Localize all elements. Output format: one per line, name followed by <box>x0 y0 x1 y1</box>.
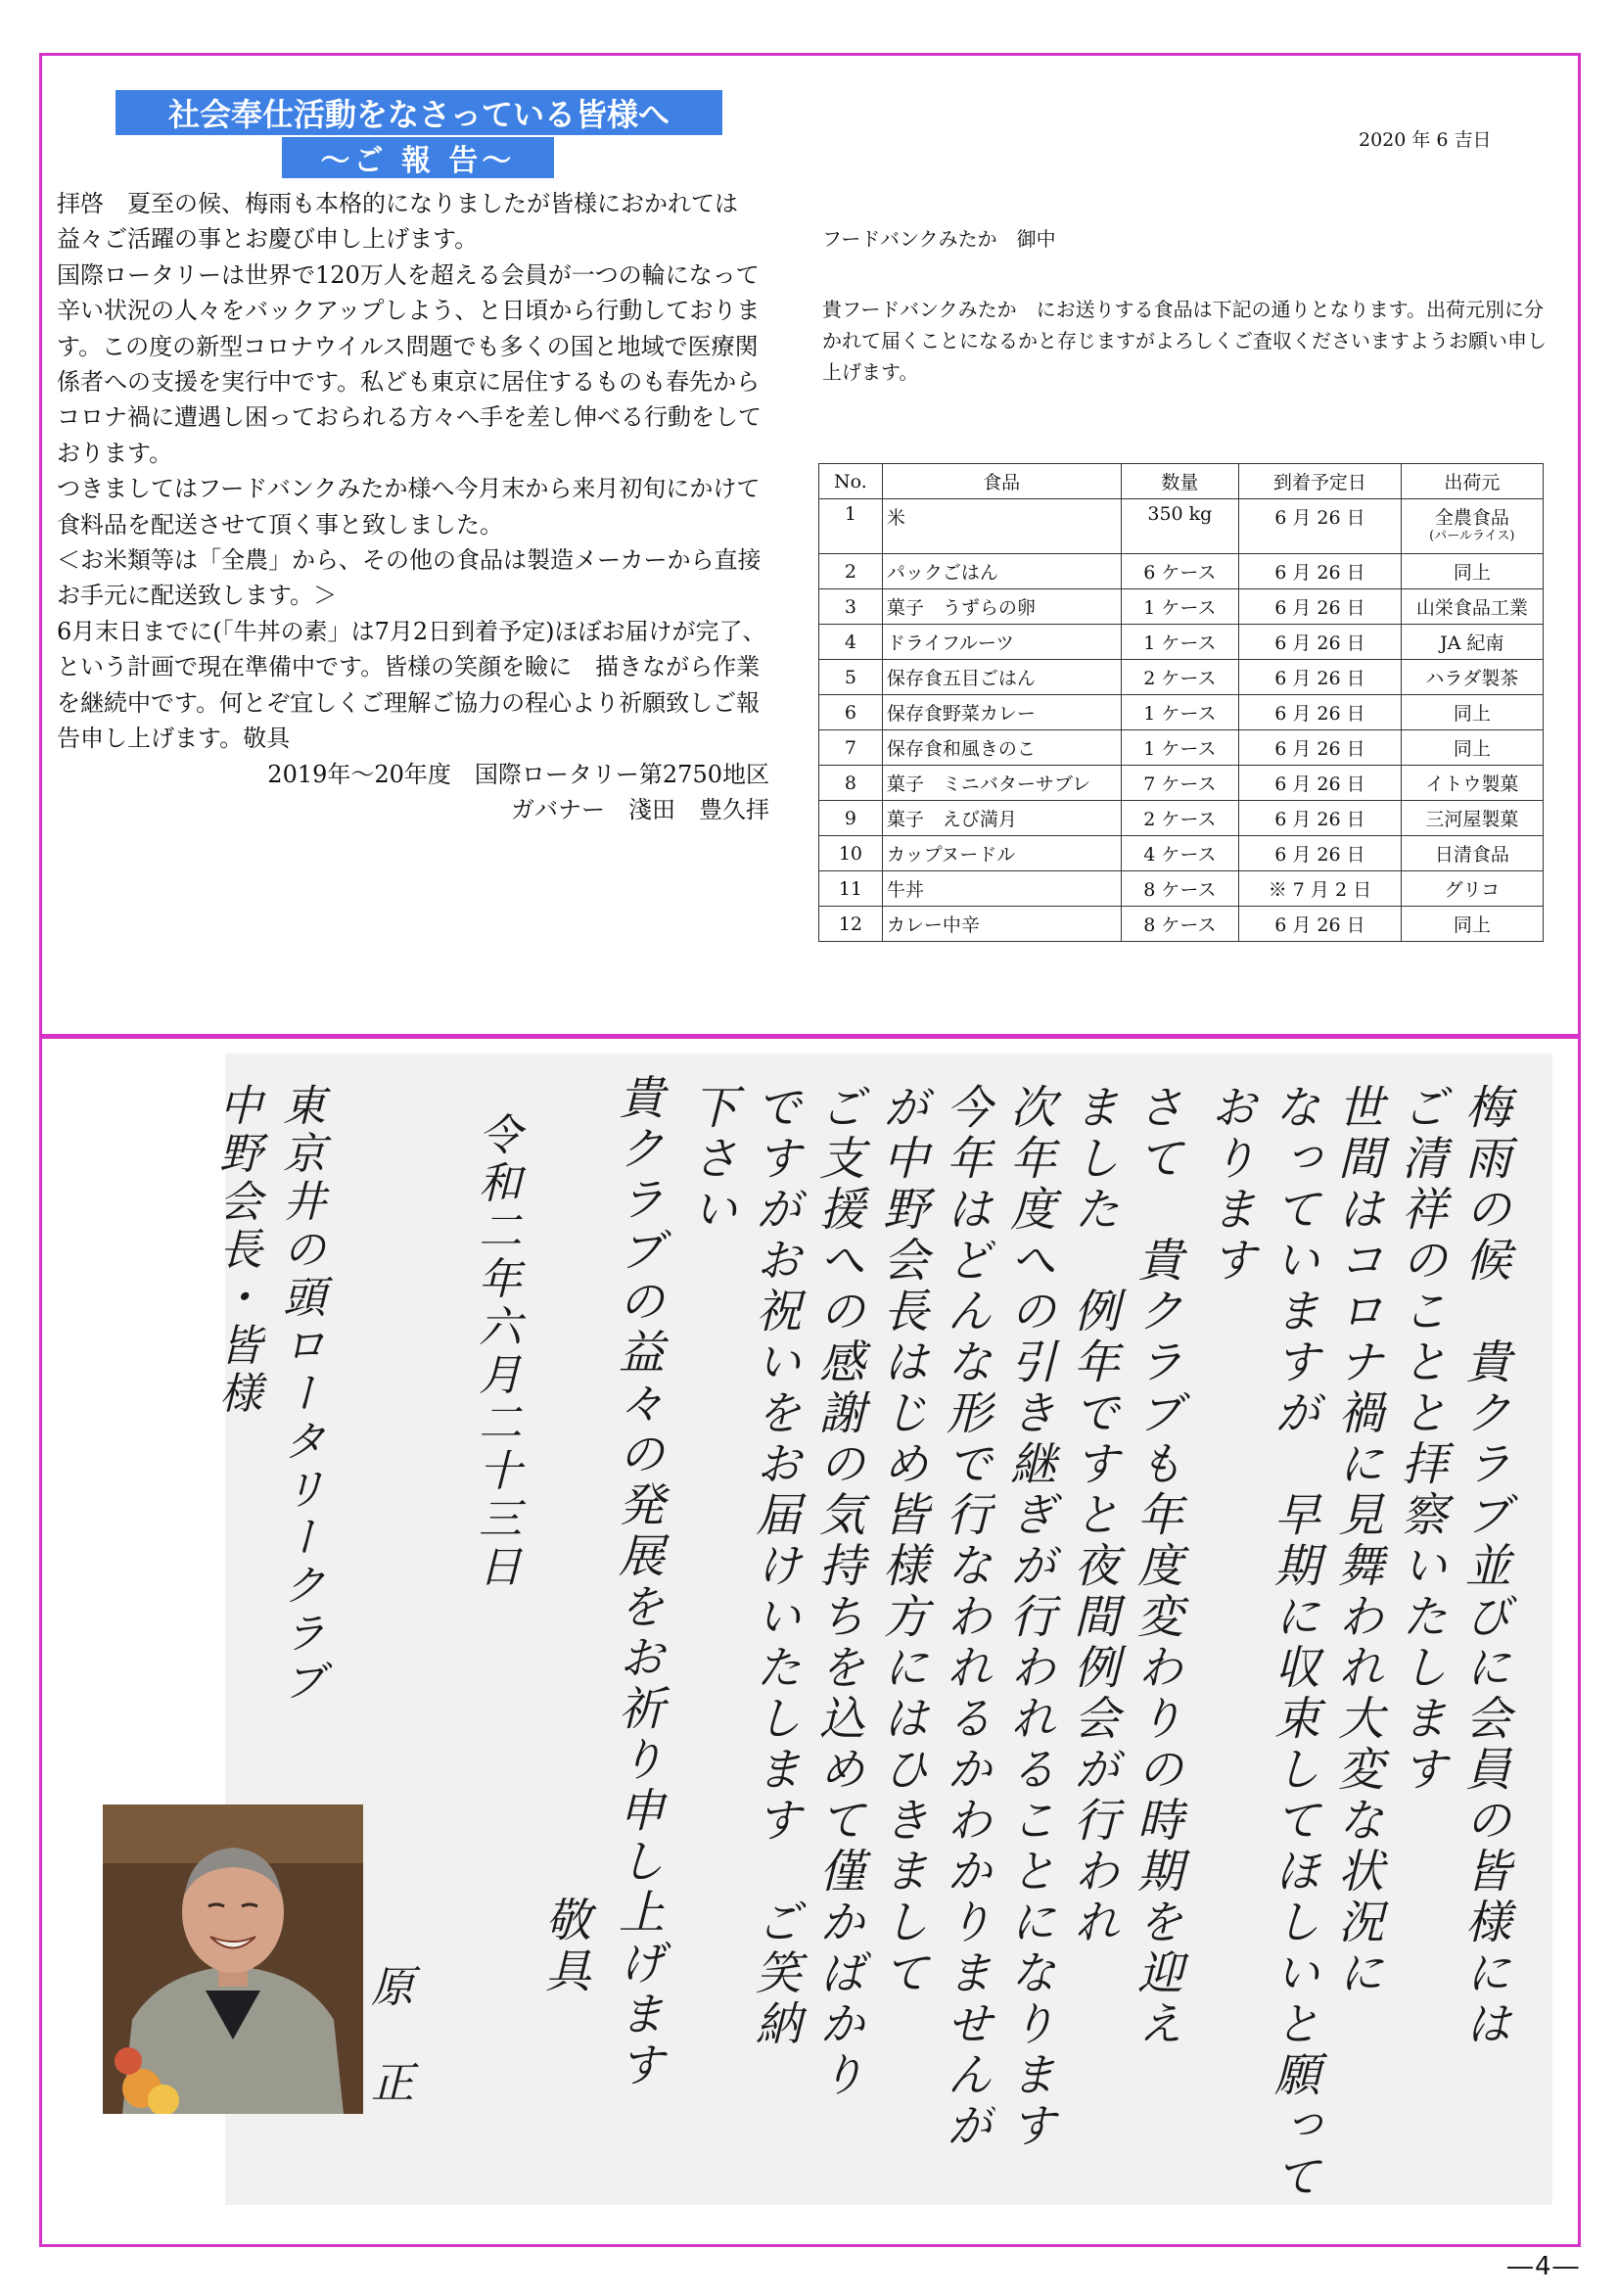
cell-quantity <box>1121 801 1239 836</box>
cell-food-text: 菓子 えび満月 <box>886 809 1017 830</box>
cell-quantity-text: 2 ケース <box>1143 809 1217 830</box>
table-row <box>819 554 1544 589</box>
notice-intro: 貴フードバンクみたか にお送りする食品は下記の通りとなります。出荷元別に分かれて届くことになるかと存じますがよろしくご査収くださいますようお願い申し上げます。 <box>822 298 1547 384</box>
cell-no-text: 12 <box>838 913 862 935</box>
handwritten-line: 敬具 <box>537 1896 591 1997</box>
cell-quantity <box>1121 907 1239 942</box>
cell-no <box>819 766 883 801</box>
cell-arrival-date-text: 6 月 26 日 <box>1274 914 1365 936</box>
cell-source-text: 三河屋製菓 <box>1425 809 1519 830</box>
cell-source-note: (パールライス) <box>1429 529 1515 543</box>
handwritten-line: 今年はどんな形で行なわれるかわかりませんが <box>939 1083 993 2152</box>
cell-no-text: 3 <box>844 595 856 618</box>
cell-food-text: 米 <box>886 507 905 529</box>
cell-arrival-date <box>1239 766 1401 801</box>
column-header: 出荷元 <box>1401 464 1543 499</box>
cell-arrival-date-text: 6 月 26 日 <box>1274 844 1365 866</box>
cell-food <box>882 730 1121 766</box>
cell-food <box>882 907 1121 942</box>
cell-source <box>1401 499 1543 554</box>
cell-arrival-date <box>1239 554 1401 589</box>
cell-source-text: 同上 <box>1453 703 1491 725</box>
cell-no <box>819 499 883 554</box>
cell-food-text: パックごはん <box>886 562 998 584</box>
cell-source <box>1401 589 1543 625</box>
handwritten-line: さて 貴クラブも年度変わりの時期を迎え <box>1130 1083 1183 2050</box>
cell-food-text: 菓子 ミニバターサブレ <box>886 773 1091 795</box>
cell-arrival-date <box>1239 907 1401 942</box>
cell-quantity-text: 7 ケース <box>1143 773 1217 795</box>
cell-quantity-text: 350 kg <box>1147 503 1213 525</box>
column-header: No. <box>819 464 883 499</box>
cell-no-text: 4 <box>844 631 856 653</box>
page-subtitle: ～ご 報 告～ <box>282 137 554 178</box>
cell-no <box>819 801 883 836</box>
cell-quantity <box>1121 554 1239 589</box>
cell-no <box>819 625 883 660</box>
cell-arrival-date <box>1239 730 1401 766</box>
cell-food <box>882 695 1121 730</box>
cell-arrival-date-text: 6 月 26 日 <box>1274 703 1365 725</box>
cell-arrival-date <box>1239 801 1401 836</box>
cell-arrival-date <box>1239 695 1401 730</box>
cell-arrival-date <box>1239 589 1401 625</box>
page-number: ―4― <box>1507 2252 1581 2281</box>
cell-source-text: 日清食品 <box>1434 844 1509 866</box>
cell-quantity-text: 1 ケース <box>1143 738 1217 760</box>
column-header: 到着予定日 <box>1239 464 1401 499</box>
cell-arrival-date-text: 6 月 26 日 <box>1274 597 1365 619</box>
portrait-illustration <box>103 1804 363 2114</box>
cell-arrival-date-text: 6 月 26 日 <box>1274 773 1365 795</box>
cell-source-text: JA 紀南 <box>1440 633 1504 654</box>
cell-quantity-text: 8 ケース <box>1143 914 1217 936</box>
cell-arrival-date <box>1239 660 1401 695</box>
handwritten-line: 令和二年六月二十三日 <box>471 1112 521 1592</box>
cell-food <box>882 836 1121 871</box>
table-row <box>819 836 1544 871</box>
cell-food <box>882 625 1121 660</box>
cell-arrival-date-text: 6 月 26 日 <box>1274 668 1365 689</box>
cell-food <box>882 871 1121 907</box>
cell-source <box>1401 660 1543 695</box>
cell-food-text: 保存食五目ごはん <box>886 668 1036 689</box>
table-body <box>819 499 1544 942</box>
cell-source-text: 同上 <box>1453 738 1491 760</box>
handwritten-line: 梅雨の候 貴クラブ並びに会員の皆様には <box>1457 1083 1511 2050</box>
cell-no <box>819 589 883 625</box>
cell-no-text: 1 <box>844 503 856 525</box>
cell-source-text: グリコ <box>1444 879 1501 901</box>
table-row <box>819 907 1544 942</box>
table-row <box>819 660 1544 695</box>
cell-quantity-text: 8 ケース <box>1143 879 1217 901</box>
cell-arrival-date-text: 6 月 26 日 <box>1274 507 1365 529</box>
cell-source <box>1401 907 1543 942</box>
handwritten-line: 下さい <box>684 1083 738 1236</box>
table-row <box>819 871 1544 907</box>
report-letter <box>57 186 775 827</box>
table-row <box>819 766 1544 801</box>
cell-food-text: カップヌードル <box>886 844 1016 866</box>
handwritten-line: 貴クラブの益々の発展をお祈り申し上げます <box>611 1073 665 2091</box>
handwritten-line: ご支援への感謝の気持ちを込めて僅かばかり <box>811 1083 865 2101</box>
cell-food <box>882 554 1121 589</box>
cell-no-text: 11 <box>838 877 862 900</box>
cell-food-text: 保存食和風きのこ <box>886 738 1036 760</box>
cell-arrival-date-text: ※ 7 月 2 日 <box>1268 879 1372 901</box>
table-row <box>819 499 1544 554</box>
cell-food-text: 保存食野菜カレー <box>886 703 1036 725</box>
cell-food <box>882 766 1121 801</box>
cell-arrival-date <box>1239 625 1401 660</box>
letter-paragraph: 拝啓 夏至の候、梅雨も本格的になりましたが皆様におかれては益々ご活躍の事とお慶び申し上げます。 <box>57 190 738 254</box>
cell-quantity-text: 1 ケース <box>1143 703 1217 725</box>
cell-source <box>1401 801 1543 836</box>
column-header: 数量 <box>1121 464 1239 499</box>
cell-source <box>1401 871 1543 907</box>
cell-food-text: 牛丼 <box>886 879 924 901</box>
cell-source-text: 同上 <box>1453 914 1491 936</box>
handwritten-line: 東京井の頭ロータリークラブ <box>275 1083 325 1707</box>
cell-no <box>819 730 883 766</box>
cell-no <box>819 660 883 695</box>
cell-arrival-date <box>1239 499 1401 554</box>
cell-quantity <box>1121 836 1239 871</box>
table-row <box>819 695 1544 730</box>
cell-quantity <box>1121 871 1239 907</box>
letter-signature-org: 2019年～20年度 国際ロータリー第2750地区 <box>267 760 769 788</box>
notice-addressee: フードバンクみたか 御中 <box>822 227 1056 251</box>
notice-date: 2020 年 6 吉日 <box>1359 129 1492 151</box>
cell-food <box>882 499 1121 554</box>
table-row <box>819 589 1544 625</box>
page-title: 社会奉仕活動をなさっている皆様へ <box>116 90 722 135</box>
handwritten-line: 世間はコロナ禍に見舞われ大変な状況に <box>1330 1083 1384 1999</box>
cell-food-text: 菓子 うずらの卵 <box>886 597 1036 619</box>
handwritten-letter <box>211 1054 1552 2205</box>
cell-food-text: カレー中辛 <box>886 914 980 936</box>
table-row <box>819 730 1544 766</box>
handwritten-line: おります <box>1203 1083 1257 1287</box>
table-header-row <box>819 464 1544 499</box>
letter-paragraph: つきましてはフードバンクみたか様へ今月末から来月初旬にかけて食料品を配送させて頂く事と致しました。 <box>57 475 761 539</box>
cell-source <box>1401 695 1543 730</box>
handwritten-line: ご清祥のことと拝察いたします <box>1394 1083 1448 1796</box>
cell-arrival-date-text: 6 月 26 日 <box>1274 738 1365 760</box>
cell-no <box>819 554 883 589</box>
cell-arrival-date-text: 6 月 26 日 <box>1274 633 1365 654</box>
cell-arrival-date <box>1239 836 1401 871</box>
handwritten-line: が中野会長はじめ皆様方にはひきまして <box>875 1083 929 1999</box>
cell-food <box>882 660 1121 695</box>
cell-no-text: 6 <box>844 701 856 724</box>
shipping-table <box>818 463 1544 942</box>
cell-source-text: 同上 <box>1453 562 1491 584</box>
handwritten-line: ですがお祝いをお届けいたします ご笑納 <box>748 1083 802 2050</box>
cell-quantity <box>1121 625 1239 660</box>
cell-quantity-text: 4 ケース <box>1143 844 1217 866</box>
cell-food-text: ドライフルーツ <box>886 633 1015 654</box>
handwritten-line: 中野会長・皆様 <box>211 1083 261 1419</box>
cell-quantity-text: 2 ケース <box>1143 668 1217 689</box>
cell-food <box>882 801 1121 836</box>
cell-quantity <box>1121 589 1239 625</box>
cell-arrival-date-text: 6 月 26 日 <box>1274 809 1365 830</box>
cell-quantity <box>1121 730 1239 766</box>
letter-paragraph: ＜お米類等は「全農」から、その他の食品は製造メーカーから直接お手元に配送致します。＞ <box>57 546 762 610</box>
cell-no-text: 10 <box>838 842 862 865</box>
cell-no <box>819 871 883 907</box>
cell-no-text: 9 <box>844 807 856 829</box>
letter-signature-name: ガバナー 淺田 豊久拝 <box>511 795 769 823</box>
cell-no-text: 5 <box>844 666 856 688</box>
cell-quantity-text: 1 ケース <box>1143 597 1217 619</box>
column-header: 食品 <box>882 464 1121 499</box>
letter-paragraph: 6月末日までに(「牛丼の素」は7月2日到着予定)ほぼお届けが完了、という計画で現在準備中です。皆様の笑顔を瞼に 描きながら作業を継続中です。何とぞ宜しくご理解ご協力の程心より祈願致しご報告申し上げます。敬具 <box>57 617 766 753</box>
cell-source-text: 山栄食品工業 <box>1415 597 1528 619</box>
cell-no-text: 8 <box>844 772 856 794</box>
cell-quantity-text: 1 ケース <box>1143 633 1217 654</box>
cell-quantity-text: 6 ケース <box>1143 562 1217 584</box>
cell-source-text: 全農食品 <box>1434 507 1509 529</box>
cell-no <box>819 836 883 871</box>
handwritten-line: なっていますが 早期に収束してほしいと願って <box>1267 1083 1320 2203</box>
cell-arrival-date-text: 6 月 26 日 <box>1274 562 1365 584</box>
table-row <box>819 801 1544 836</box>
cell-source <box>1401 766 1543 801</box>
cell-no-text: 7 <box>844 736 856 759</box>
handwritten-line: 原 正 <box>363 1964 413 2108</box>
cell-quantity <box>1121 660 1239 695</box>
letter-paragraph: 国際ロータリーは世界で120万人を超える会員が一つの輪になって辛い状況の人々をバックアップしよう、と日頃から行動しております。この度の新型コロナウイルス問題でも多くの国と地域で医療関係者への支援を実行中です。私ども東京に居住するものも春先からコロナ禍に遭遇し困っておられる方々へ手を差し伸べる行動をしております。 <box>57 260 762 467</box>
cell-source-text: イトウ製菓 <box>1425 773 1519 795</box>
cell-source <box>1401 730 1543 766</box>
handwritten-line: 次年度への引き継ぎが行われることになります <box>1002 1083 1056 2152</box>
cell-source <box>1401 625 1543 660</box>
handwritten-line: ました 例年ですと夜間例会が行われ <box>1066 1083 1120 1948</box>
cell-food <box>882 589 1121 625</box>
portrait-photo <box>103 1804 363 2114</box>
table-row <box>819 625 1544 660</box>
cell-source <box>1401 836 1543 871</box>
cell-no-text: 2 <box>844 560 856 583</box>
cell-quantity <box>1121 695 1239 730</box>
cell-quantity <box>1121 499 1239 554</box>
cell-quantity <box>1121 766 1239 801</box>
cell-arrival-date <box>1239 871 1401 907</box>
cell-no <box>819 695 883 730</box>
cell-no <box>819 907 883 942</box>
cell-source <box>1401 554 1543 589</box>
cell-source-text: ハラダ製茶 <box>1425 668 1519 689</box>
